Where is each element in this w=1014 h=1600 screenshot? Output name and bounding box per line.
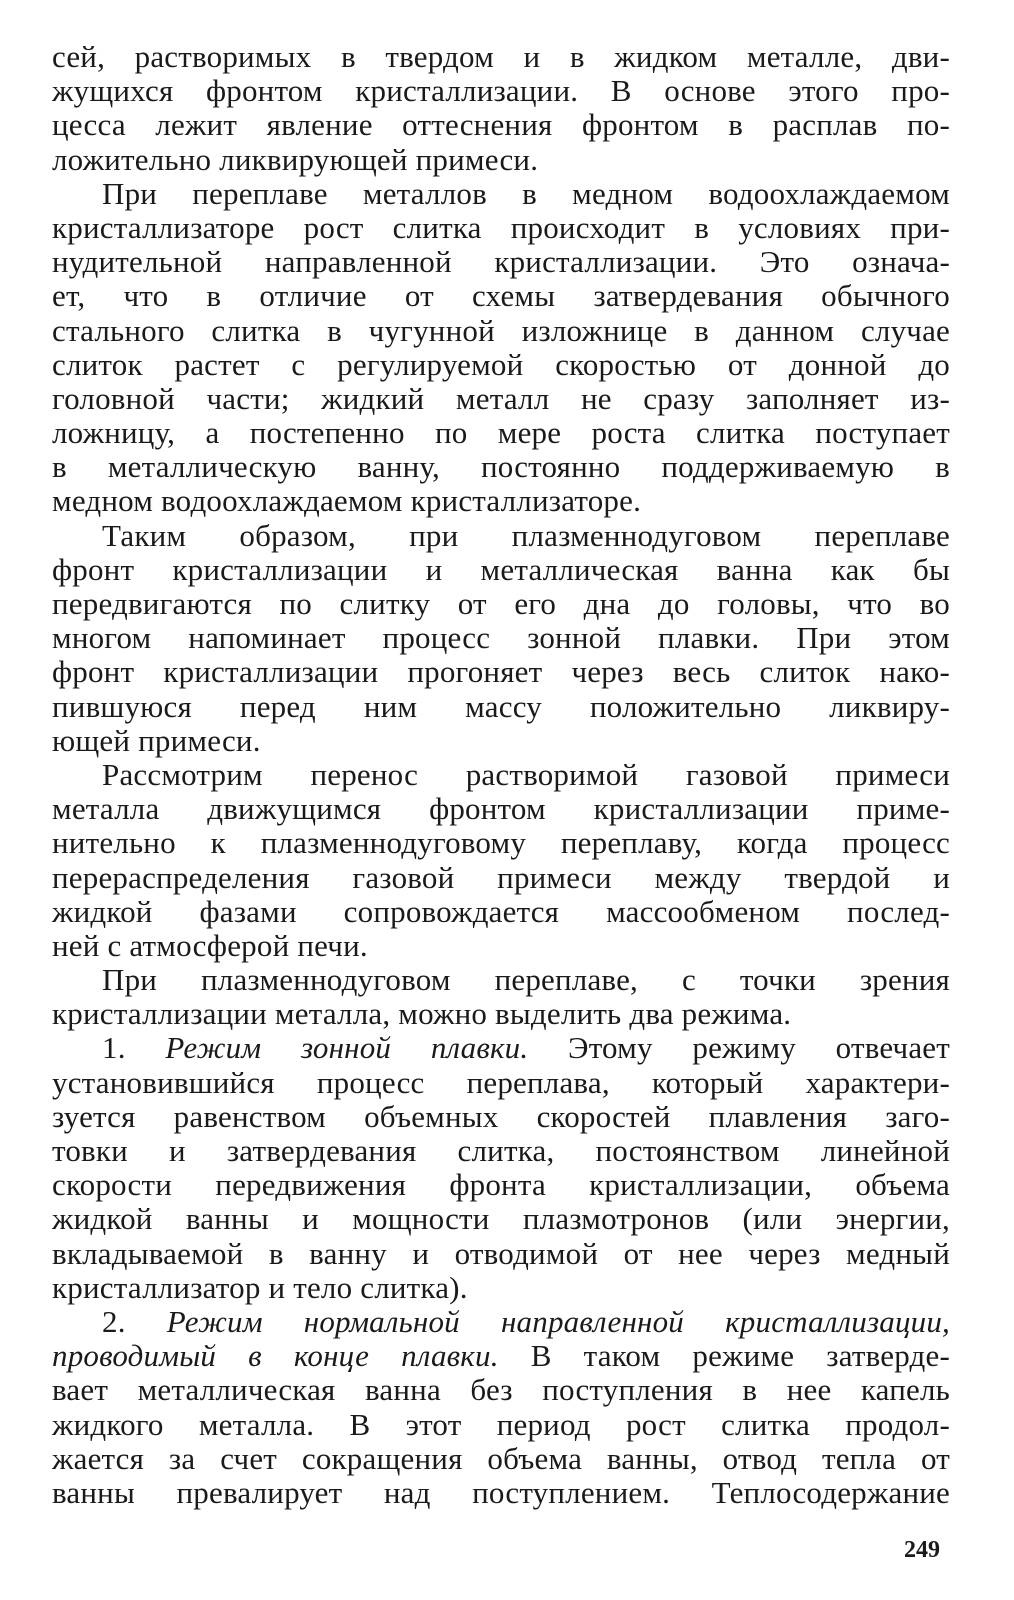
text-line: нудительной направленной кристаллизации. Это означа- [52,244,950,280]
text-line: медном водоохлаждаемом кристаллизаторе. [52,483,642,519]
text-line: ней с атмосферой печи. [52,927,368,963]
text-run: Этому режиму отвечает [528,1030,951,1066]
text-line: установившийся процесс переплава, который характери- [52,1064,950,1100]
text-line [52,1305,950,1339]
text-line: слиток растет с регулируемой скоростью от донной до [52,346,950,382]
text-line: металла движущимся фронтом кристаллизации приме- [52,791,950,827]
text-line: При плазменнодуговом переплаве, с точки зрения [102,962,950,998]
text-line: жается за счет сокращения объема ванны, отвод тепла от [52,1440,950,1476]
list-number: 2. [102,1303,167,1339]
text-line: кристаллизатор и тело слитка). [52,1269,468,1305]
text-line: цесса лежит явление оттеснения фронтом в расплав по- [52,107,950,143]
text-line: жидкой фазами сопровождается массообменом послед- [52,893,950,929]
text-line: Рассмотрим перенос растворимой газовой примеси [102,756,950,792]
text-run: В таком режиме затверде- [498,1338,950,1374]
text-line: ет, что в отличие от схемы затвердевания обычного [52,278,950,314]
text-line: зуется равенством объемных скоростей плавления заго- [52,1098,950,1134]
text-line: кристаллизации металла, можно выделить два режима. [52,996,792,1032]
text-line: перераспределения газовой примеси между твердой и [52,859,950,895]
italic-term: проводимый в конце плавки. [52,1338,499,1374]
text-line: жидкой ванны и мощности плазмотронов (или энергии, [52,1201,950,1237]
text-line: ванны превалирует над поступлением. Теплосодержание [52,1474,950,1510]
italic-term: Режим зонной плавки. [165,1030,529,1066]
text-line [52,1339,950,1373]
page-number: 249 [904,1537,940,1563]
italic-term: Режим нормальной направленной кристаллизации, [166,1303,951,1339]
text-line: жущихся фронтом кристаллизации. В основе этого про- [52,73,950,109]
text-line: стального слитка в чугунной изложнице в данном случае [52,312,950,348]
text-line: нительно к плазменнодуговому переплаву, когда процесс [52,825,950,861]
text-line: Таким образом, при плазменнодуговом переплаве [102,517,950,553]
text-line: многом напоминает процесс зонной плавки. При этом [52,620,950,656]
text-line: При переплаве металлов в медном водоохлаждаемом [102,175,950,211]
text-line: кристаллизаторе рост слитка происходит в условиях при- [52,209,950,245]
text-line: передвигаются по слитку от его дна до головы, что во [52,586,950,621]
text-line: пившуюся перед ним массу положительно ликвиру- [52,688,950,724]
text-line [52,1031,950,1065]
text-line: вает металлическая ванна без поступления в нее капель [52,1372,950,1408]
text-line: ющей примеси. [52,722,261,758]
text-line: ложницу, а постепенно по мере роста слитка поступает [52,415,950,451]
text-line: скорости передвижения фронта кристаллизации, объема [52,1167,950,1203]
text-line: товки и затвердевания слитка, постоянством линейной [52,1133,950,1168]
page-body [52,40,950,1510]
text-line: вкладываемой в ванну и отводимой от нее через медный [52,1235,950,1271]
text-line: фронт кристаллизации и металлическая ванна как бы [52,551,950,587]
text-line: сей, растворимых в твердом и в жидком металле, дви- [52,39,950,74]
text-line: ложительно ликвирующей примеси. [52,141,539,177]
list-number: 1. [102,1030,166,1066]
text-line: головной части; жидкий металл не сразу заполняет из- [52,380,950,416]
text-line: в металлическую ванну, постоянно поддерживаемую в [52,449,950,485]
text-line: фронт кристаллизации прогоняет через весь слиток нако- [52,654,950,690]
text-line: жидкого металла. В этот период рост слитка продол- [52,1406,950,1442]
